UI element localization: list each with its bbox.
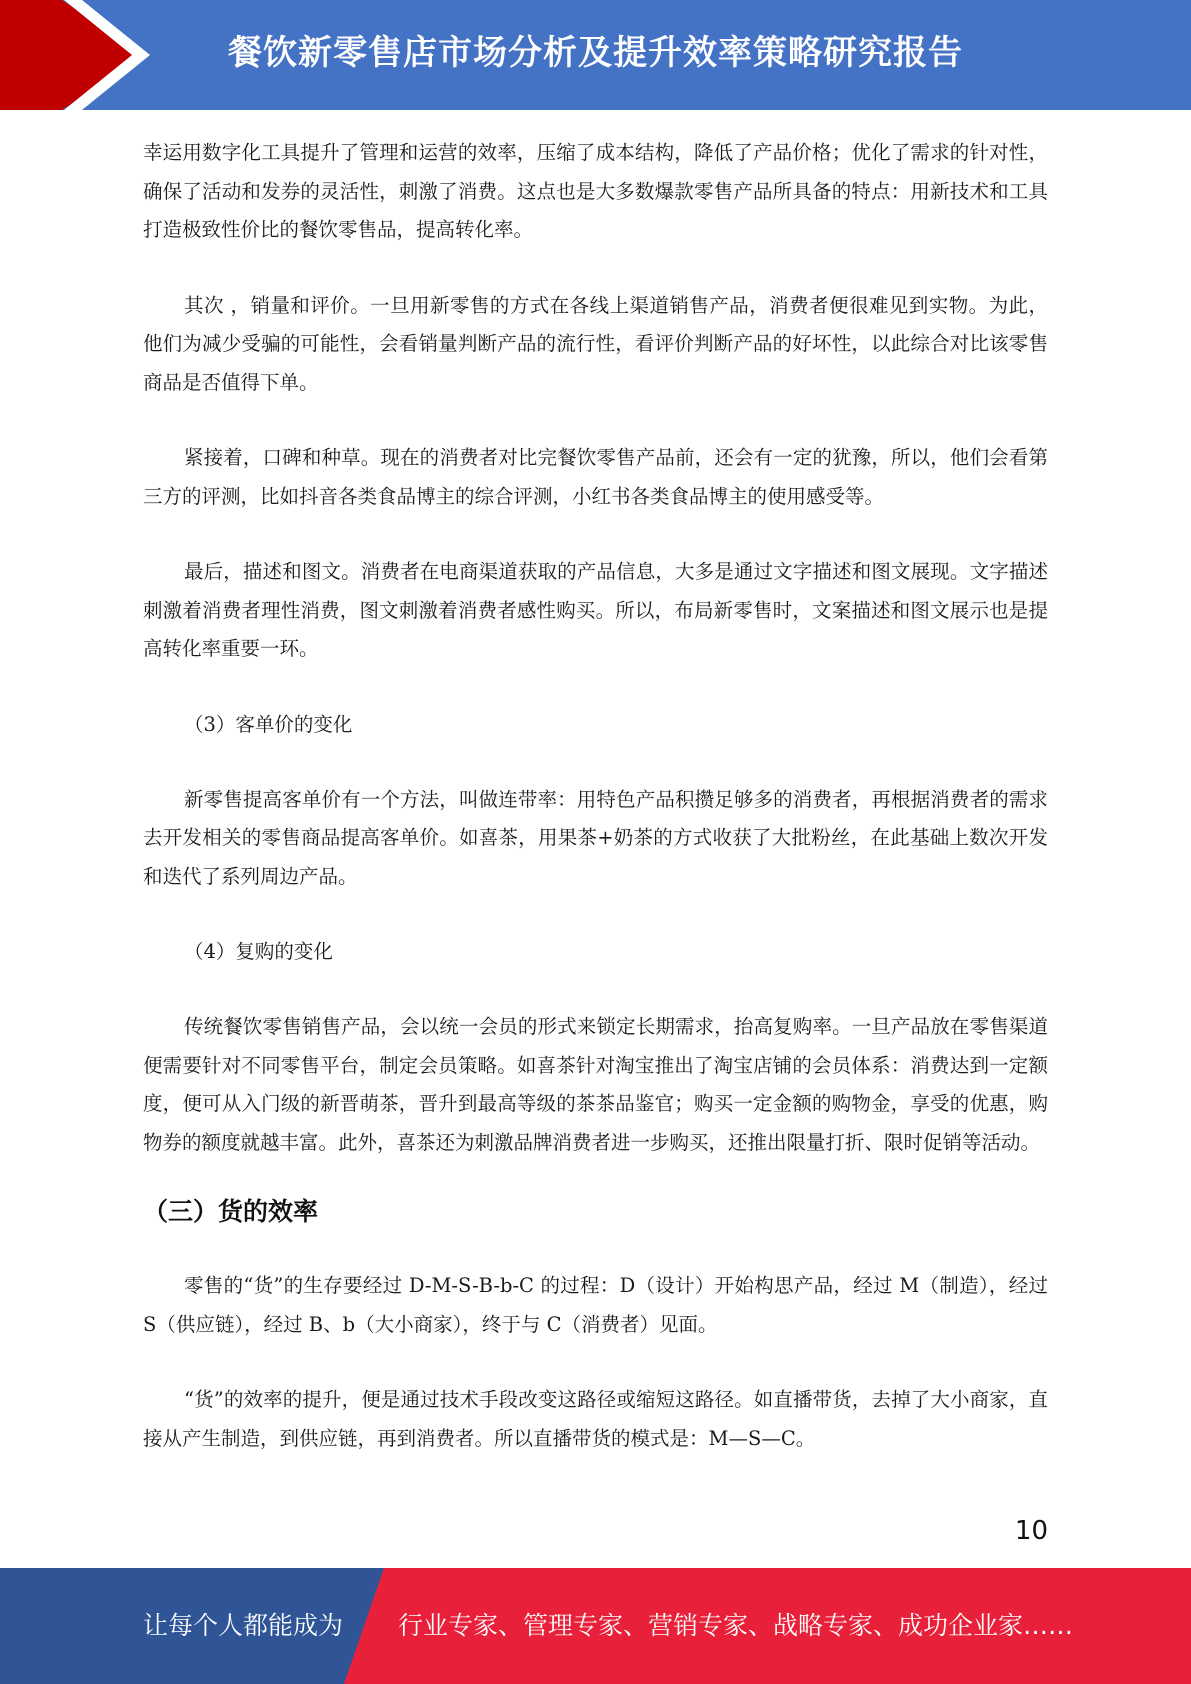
footer-slogan-right: 行业专家、管理专家、营销专家、战略专家、成功企业家…… (398, 1611, 1074, 1640)
paragraph-goods-path: 零售的“货”的生存要经过 D-M-S-B-b-C 的过程：D（设计）开始构思产品，经过 M（制造），经过 S（供应链），经过 B、b（大小商家），终于与 C（消费者）见面。 (143, 1274, 1048, 1336)
page-number: 10 (1014, 1516, 1048, 1546)
footer-slogan-left: 让每个人都能成为 (143, 1611, 344, 1640)
paragraph-description: 最后，描述和图文。消费者在电商渠道获取的产品信息，大多是通过文字描述和图文展现。文字描述刺激着消费者理性消费，图文刺激着消费者感性购买。所以，布局新零售时，文案描述和图文展示也是提高转化率重要一环。 (143, 560, 1048, 660)
paragraph-goods-efficiency: “货”的效率的提升，便是通过技术手段改变这路径或缩短这路径。如直播带货，去掉了大小商家，直接从产生制造，到供应链，再到消费者。所以直播带货的模式是：M—S—C。 (143, 1388, 1048, 1450)
header-bar (0, 0, 1191, 110)
subheading-repurchase: （4）复购的变化 (184, 940, 333, 963)
chevron-arrow-icon (0, 0, 160, 110)
subheading-unit-price: （3）客单价的变化 (184, 712, 353, 736)
report-title: 餐饮新零售店市场分析及提升效率策略研究报告 (228, 33, 963, 73)
paragraph-repurchase: 传统餐饮零售销售产品，会以统一会员的形式来锁定长期需求，抬高复购率。一旦产品放在零售渠道便需要针对不同零售平台，制定会员策略。如喜茶针对淘宝推出了淘宝店铺的会员体系：消费达到一定额度，便可从入门级的新晋萌茶，晋升到最高等级的茶茶品鉴官；购买一定金额的购物金，享受的优惠，购物券的额度就越丰富。此外，喜茶还为刺激品牌消费者进一步购买，还推出限量打折、限时促销等活动。 (143, 1015, 1048, 1154)
footer-banner (0, 1568, 1191, 1684)
paragraph-word-of-mouth: 紧接着，口碑和种草。现在的消费者对比完餐饮零售产品前，还会有一定的犹豫，所以，他们会看第三方的评测，比如抖音各类食品博主的综合评测，小红书各类食品博主的使用感受等。 (143, 446, 1048, 508)
document-body (143, 134, 1048, 1458)
paragraph-sales-reviews: 其次 ，销量和评价。一旦用新零售的方式在各线上渠道销售产品，消费者便很难见到实物。为此，他们为减少受骗的可能性，会看销量判断产品的流行性，看评价判断产品的好坏性，以此综合对比该零售商品是否值得下单。 (143, 293, 1048, 394)
paragraph-1: 幸运用数字化工具提升了管理和运营的效率，压缩了成本结构，降低了产品价格；优化了需求的针对性，确保了活动和发券的灵活性，刺激了消费。这点也是大多数爆款零售产品所具备的特点：用新技术和工具打造极致性价比的餐饮零售品，提高转化率。 (143, 141, 1048, 241)
section-heading-goods-efficiency: （三）货的效率 (143, 1197, 319, 1226)
paragraph-unit-price: 新零售提高客单价有一个方法，叫做连带率：用特色产品积攒足够多的消费者，再根据消费者的需求去开发相关的零售商品提高客单价。如喜茶，用果茶+奶茶的方式收获了大批粉丝，在此基础上数次开发和迭代了系列周边产品。 (143, 787, 1048, 888)
